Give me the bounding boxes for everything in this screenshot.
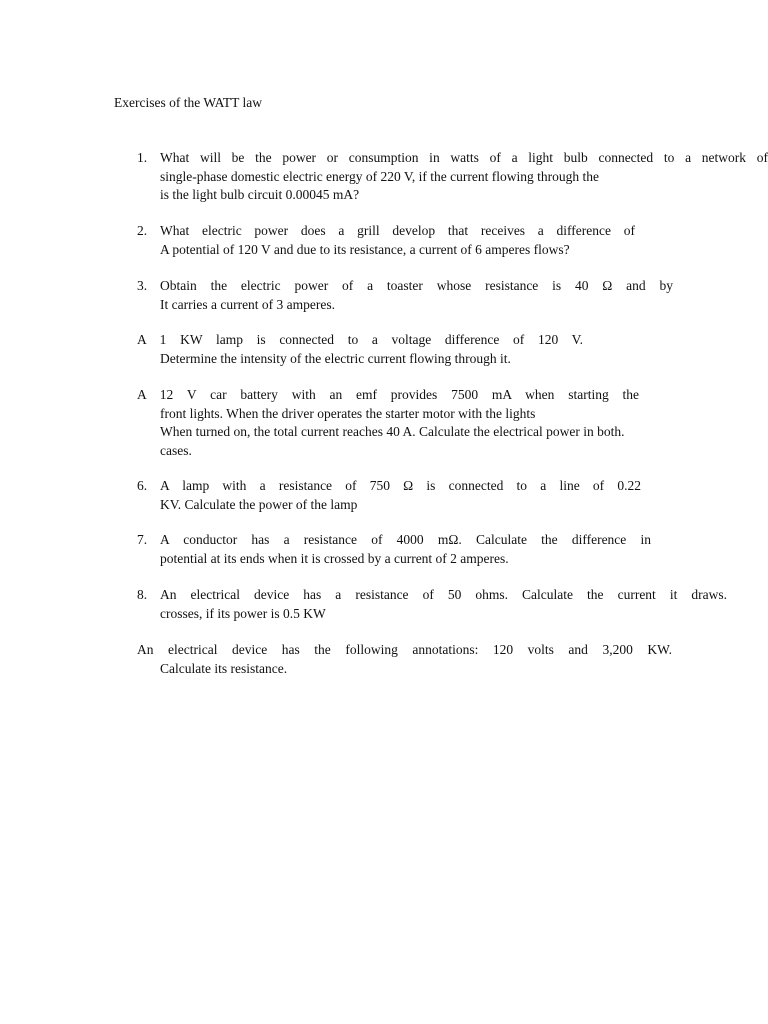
exercise-4 xyxy=(137,331,583,368)
exercise-7-line-2: potential at its ends when it is crossed by a current of 2 amperes. xyxy=(160,550,509,566)
exercise-2 xyxy=(137,222,635,259)
exercise-5-line-4: cases. xyxy=(160,442,192,458)
exercise-8-line-1: 8. An electrical device has a resistance of 50 ohms. Calculate the current it draws. xyxy=(137,586,727,605)
exercise-6-line-2: KV. Calculate the power of the lamp xyxy=(160,496,358,512)
exercise-2-line-2: A potential of 120 V and due to its resistance, a current of 6 amperes flows? xyxy=(160,241,570,257)
exercise-1-line-2: single-phase domestic electric energy of 220 V, if the current flowing through the xyxy=(160,168,600,184)
exercise-5 xyxy=(137,386,639,460)
exercise-2-line-1: 2. What electric power does a grill develop that receives a difference of xyxy=(137,222,635,241)
exercise-2-number: 2. xyxy=(137,223,148,238)
exercise-5-line-2: front lights. When the driver operates the starter motor with the lights xyxy=(160,405,536,421)
exercise-8-line-2: crosses, if its power is 0.5 KW xyxy=(160,605,326,621)
exercise-6 xyxy=(137,477,641,514)
exercise-1 xyxy=(137,149,768,205)
exercise-4-line-2: Determine the intensity of the electric current flowing through it. xyxy=(160,350,511,366)
exercise-1-line-1: 1. What will be the power or consumption in watts of a light bulb connected to a network of xyxy=(137,149,768,168)
exercise-1-number: 1. xyxy=(137,150,148,165)
exercise-9-line-2: Calculate its resistance. xyxy=(160,660,288,676)
exercise-9 xyxy=(137,641,672,678)
document-title: Exercises of the WATT law xyxy=(114,95,262,110)
exercise-5-line-3: When turned on, the total current reaches 40 A. Calculate the electrical power in both. xyxy=(160,424,625,439)
exercise-8 xyxy=(137,586,727,623)
exercise-5-line-1: A 12 V car battery with an emf provides 7500 mA when starting the xyxy=(137,387,639,402)
exercise-7-line-1: 7. A conductor has a resistance of 4000 mΩ. Calculate the difference in xyxy=(137,531,651,550)
exercise-6-number: 6. xyxy=(137,478,148,493)
exercise-9-line-1: An electrical device has the following annotations: 120 volts and 3,200 KW. xyxy=(137,642,672,657)
exercise-3-line-1: 3. Obtain the electric power of a toaster whose resistance is 40 Ω and by xyxy=(137,277,673,296)
exercise-3-number: 3. xyxy=(137,278,148,293)
exercise-4-line-1: A 1 KW lamp is connected to a voltage difference of 120 V. xyxy=(137,332,583,347)
exercise-6-line-1: 6. A lamp with a resistance of 750 Ω is connected to a line of 0.22 xyxy=(137,477,641,496)
exercise-1-line-3: is the light bulb circuit 0.00045 mA? xyxy=(160,187,360,202)
exercise-7 xyxy=(137,531,651,568)
exercise-3 xyxy=(137,277,673,314)
exercise-8-number: 8. xyxy=(137,587,148,602)
exercise-3-line-2: It carries a current of 3 amperes. xyxy=(160,296,336,312)
exercise-7-number: 7. xyxy=(137,532,148,547)
